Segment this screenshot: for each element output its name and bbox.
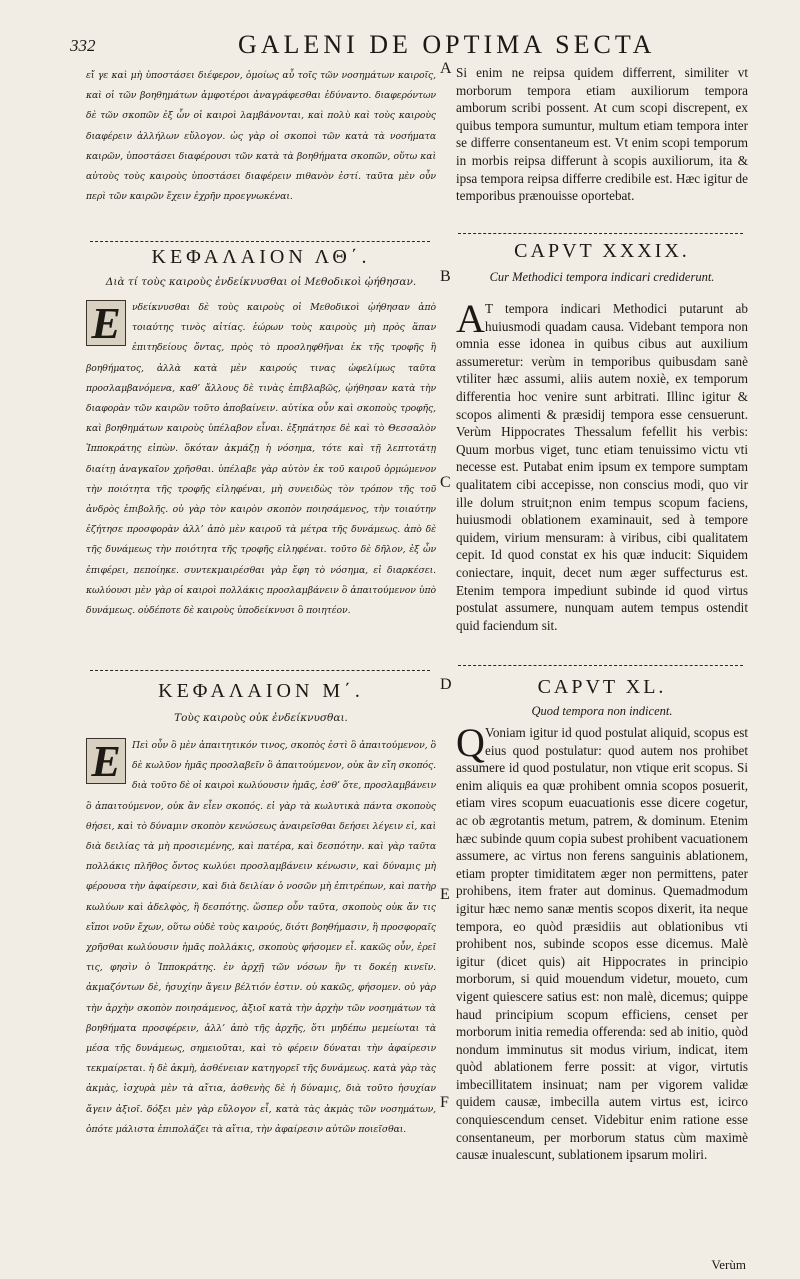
divider-greek-40 — [90, 670, 430, 671]
divider-latin-40 — [458, 665, 743, 666]
page-number: 332 — [70, 36, 96, 55]
margin-letter-d: D — [440, 676, 452, 693]
chapter-40-greek-initial: Ε — [86, 738, 126, 784]
chapter-39-greek-heading: ΚΕΦΑΛΑΙΟΝ ΛΘ΄. — [151, 246, 371, 268]
chapter-39-greek-body — [86, 298, 436, 676]
divider-greek-39 — [90, 241, 430, 242]
greek-top-text: εἴ γε καὶ μὴ ὑποστάσει διέφερον, ὁμοίως αὖ τοῖς τῶν νοσημάτων καιροῖς, καὶ οἱ τῶν βοηθημάτων ἀμφοτέροι ἀναγράφεσθαι ἐδύναντο. διαφερόντων δὲ τῶν σκοπῶν ἐξ ὧν οἱ καιροὶ λαμβάνονται, καὶ πολὺ καὶ τοὺς καιροὺς διαφέρειν ἀλλήλων εὔλογον. ὡς γὰρ οἱ σκοποὶ τῶν κατὰ τὰ νοσήματα καιρῶν, ὑποστάσει διαφέρουσι τῶν κατὰ τὰ βοηθήματα σκοπῶν, οὕτω καὶ αὐτοὺς τοὺς καιροὺς ὑποστάσει διαφέρειν πιθανὸν ἐστί. ταῦτα μὲν οὖν περὶ τῶν καιρῶν ἔχειν ἐχρῆν προεγνωκέναι. — [86, 70, 436, 203]
chapter-39-latin-body — [456, 300, 748, 658]
running-title: GALENI DE OPTIMA SECTA — [238, 30, 656, 59]
chapter-39-latin-heading: CAPVT XXXIX. — [514, 240, 690, 262]
margin-letter-e: E — [440, 886, 450, 903]
chapter-39-greek-subtitle: Διὰ τί τοὺς καιροὺς ἐνδείκνυσθαι οἱ Μεθοδικοὶ ᾠήθησαν. — [105, 276, 417, 288]
latin-top-text: Si enim ne reipsa quidem differrent, similiter vt morborum tempora etiam auxiliorum tempora amborum scribi possent. At cum scopi discrepent, ex quibus tempora sumuntur, multum etiam tempora inter se differre consentaneum est. Vt enim scopi temporum in morbis reipsa differunt à scopis auxiliorum, ita & ipsa tempora reipsa differre credibile est. Hæc igitur de temporibus prænouisse oportebat. — [456, 65, 748, 204]
chapter-40-latin-heading: CAPVT XL. — [537, 676, 667, 698]
margin-letter-b: B — [440, 268, 451, 285]
chapter-39-latin-initial: A — [456, 300, 485, 341]
chapter-40-greek-subtitle: Τοὺς καιροὺς οὐκ ἐνδείκνυσθαι. — [174, 712, 348, 724]
chapter-40-latin-subtitle: Quod tempora non indicent. — [531, 704, 673, 718]
chapter-39-greek-text: νδείκνυσθαι δὲ τοὺς καιροὺς οἱ Μεθοδικοὶ ᾠήθησαν ἀπὸ τοιαύτης τινὸς αἰτίας. ἑώρων τοὺς καιροὺς μὴ πρὸς ἅπαν ἐπιτηδείους ὄντας, πρὸς τὸ προσληφθῆναι ἐκ τῆς τροφῆς ἢ βοηθήματος, ἀλλὰ κατὰ μὲν καιρούς τινας ὠφελίμως ταῦτα προσλαμβανόμενα, καθ’ ἄλλους δὲ τινὰς ἐπιβλαβῶς, ᾠήθησαν κατὰ τὴν διαφορὰν τῶν καιρῶν τοῦτο ἀποβαίνειν. αὐτίκα οὖν καὶ σκοποὺς τροφῆς, καὶ βοηθημάτων καιροὺς ὑπέλαβον εἶναι. ἐξηπάτησε δὲ καὶ τὸ Θεσσαλὸν Ἱπποκράτης εἰπὼν. ὅκόταν ἀκμάζῃ ἡ νόσημα, τότε καὶ τῇ λεπτοτάτῃ διαίτῃ ἀναγκαῖον χρῆσθαι. ὑπέλαβε γὰρ αὐτὸν ἐκ τοῦ καιροῦ ὁρμώμενον τὴν ποιότητα τῆς τροφῆς εἰληφέναι, μὴ συνειδὼς τὸν τρόπον τῆς τοῦ ἀνδρὸς ἐπιβολῆς. οὐ γὰρ τὸν καιρὸν σκοπὸν ποιησάμενος, τὴν τοιαύτην ἐζήτησε προσφορὰν ἀλλ’ ἀπὸ μὲν καιροῦ τὰ μέτρα τῆς δυνάμεως. ἀπὸ δὲ τῆς δυνάμεως τὴν ποιότητα τῆς τροφῆς εἰληφέναι. τοῦτο δὲ δῆλον, ἐξ ὧν ἐπιφέρει, πεποίηκε. συντεκμαιρέσθαι γὰρ ἔφη τὸ νόσημα, εἰ διαρκέσει. κωλύουσι μὲν γὰρ οἱ καιροὶ πολλάκις προσλαμβάνειν ὃ ἀπαιτούμενον ὑπὸ δυνάμεως. οὐδέποτε δὲ καιροὺς ὑποδείκνυσι ὃ ποιητέον. — [86, 302, 436, 617]
chapter-40-greek-body — [86, 736, 436, 1196]
chapter-40-greek-text: Πεὶ οὖν ὃ μὲν ἀπαιτητικόν τινος, σκοπὸς ἐστὶ ὃ ἀπαιτούμενον, ὃ δὲ κωλῦον ἡμᾶς προσλαβεῖν ὃ ἀπαιτούμενον, οὐκ ἂν εἴη σκοπός. διὰ τοῦτο δὲ οἱ καιροὶ κωλύουσιν ἡμᾶς, ἐσθ’ ὅτε, προσλαμβάνειν ὃ ἀπαιτούμενον, οὐκ ἂν εἶεν σκοπός. εἰ γὰρ τὰ κωλυτικὰ πάντα σκοποὺς θήσει, καὶ τὸ δύναμιν σκοπὸν κενώσεως ἀναιρεῖσθαι δεήσει λέγειν εἰ, καὶ διὰ δειλίας τὰ μὴ προσιεμένης, καὶ πατέρα, καὶ δεσπότην. καὶ γὰρ ταῦτα πολλάκις πλῆθος ὄντος κωλύει προσλαμβάνειν κένωσιν, καὶ δύναμις μὴ φέρουσα τὴν ἀφαίρεσιν, καὶ διὰ δειλίαν ὁ νοσῶν μὴ ἐπιτρέπων, καὶ πατὴρ κωλύων καὶ ἀδελφὸς, ἢ δεσπότης. ὥσπερ οὖν ταῦτα, σκοποὺς οὐκ ἄν τις εἴποι νοῦν ἔχων, οὕτω οὐδὲ τοὺς καιρούς, διότι βοηθήμασιν, ἢ προσφοραῖς χρῆσθαι κωλύουσιν ἡμᾶς πολλάκις, σκοποὺς φήσομεν εἶ. κακῶς οὖν, ἐρεῖ τις, φησὶν ὁ Ἱπποκράτης. ἐν ἀρχῇ τῶν νόσων ἢν τι δοκέῃ κινεῖν. ἀκμαζόντων δὲ, ἡσυχίην ἄγειν βέλτιόν ἐστιν. οὐ κακῶς, φήσομεν. οὐ γὰρ τὴν ἀρχὴν σκοπὸν ποιησάμενος, ἀξιοῖ κατὰ τὴν ἀρχὴν τῶν νοσημάτων τὰ βοηθήματα προσφέρειν, ἀλλ’ ἀπὸ τῆς ἀρχῆς, ὅτι μηδέπω μεμείωται τὰ μέσα τῆς δυνάμεως, σημειοῦται, καὶ τὸ φέρειν δύναται τὴν ἀφαίρεσιν τεκμαίρεται. ἡ δὲ ἀκμὴ, ἀσθένειαν κατηγορεῖ τῆς δυνάμεως. κατὰ γὰρ τὰς ἀκμὰς, ἰσχυρὰ μὲν τὰ αἴτια, ἀσθενὴς δὲ ἡ δύναμις, διὰ τοῦτο ἡσυχίαν ἄγειν ἀξιοῖ. δόξει μὲν γὰρ εὔλογον εἶ, κατὰ τὰς ἀκμὰς τῶν νοσημάτων, ὁπότε μάλιστα ἐπιπολάζει τὰ αἴτια, τὴν ἀφαίρεσιν αὐτῶν ποιεῖσθαι. — [86, 740, 436, 1135]
divider-latin-39 — [458, 233, 743, 234]
chapter-39-latin-text: T tempora indicari Methodici putarunt ab huiusmodi quadam causa. Videbant tempora non omnia esse idonea in quibus cibus aut auxilium assumeretur: verùm in temporibus quibusdam sanè vtiliter hæc assumi, aliis autem noxiè, ex temporum differentia hoc venire sunt arbitrati. Illinc igitur & scopos alimenti & præsidij tempora esse censuerunt. Verùm Hippocrates Thessalum fefellit his verbis: Quum morbus viget, tunc etiam tenuissimo victu vti necesse est. Putabat enim ipsum ex tempore sumptam qualitatem cibi accepisse, non conscius modi, quo vir ille dolum struit;non enim tempus scopum faciens, huiusmodi oblationem examinauit, sed à tempore quidem, virium mensuram: à viribus, cibi qualitatem cepit. Id quod constat ex his quæ inducit: Siquidem coniectare, inquit, decet num æger suffecturus est. Etenim tempora impediunt subinde id quod virtus postulat assumere, nunquam autem tempus ostendit quid faciendum sit. — [456, 301, 748, 633]
chapter-40-latin-body — [456, 724, 748, 1220]
chapter-39-greek-initial: Ε — [86, 300, 126, 346]
chapter-40-greek-heading: ΚΕΦΑΛΑΙΟΝ Μ΄. — [158, 680, 364, 702]
latin-top-paragraph — [456, 64, 748, 224]
greek-top-paragraph — [86, 66, 436, 234]
catchword: Verùm — [711, 1257, 746, 1272]
chapter-40-latin-text: Voniam igitur id quod postulat aliquid, scopus est eius quod postulatur: quod autem nos prohibet assumere id quod postulatur, non vtique erit scopus. Si enim aliquis ea quæ prohibent omnia scopos posuerit, etiam vires scopum euacuationis esse dicere cogetur, ac ob ægrotantis metum, patrem, & dominum. Etenim hæc subinde quum copia subest prohibent vacuationem assumere, ac virtus non ferens sanguinis ablationem, etiam propter timiditatem æger non permittens, pater prohibens, item frater aut dominus. Quemadmodum igitur hæc nemo sanæ mentis scopos dixerit, ita neque tempora, eo quòd præsidiis aut oblationibus vti prohibent nos, subinde scopos esse dicemus. Malè igitur (dicet quis) ait Hippocrates in principio morborum, si quid mouendum videtur, moueto, cum vigent quiescere satius est: non malè, dicemus; quippe haud principium scopum efficiens, censet per morborum initia remedia offerenda: sed ab initio, quòd nondum imminutus sit modus virium, indicat, item quòd ablationem ferre possit: at vigor, virtutis imbecillitatem insinuat; nam per vigorem validæ quidem causæ, imbecilla autem virtus est, icirco conquiescendum censet. Videbitur enim ratione esse consentaneum, per morborum status cùm maximè causæ inualescunt, sublationem ipsarum moliri. — [456, 725, 748, 1163]
chapter-40-latin-initial: Q — [456, 724, 485, 765]
margin-letter-c: C — [440, 474, 451, 491]
margin-letter-f: F — [440, 1094, 449, 1111]
chapter-39-latin-subtitle: Cur Methodici tempora indicari crediderunt. — [489, 270, 715, 284]
margin-letter-a: A — [440, 60, 452, 77]
